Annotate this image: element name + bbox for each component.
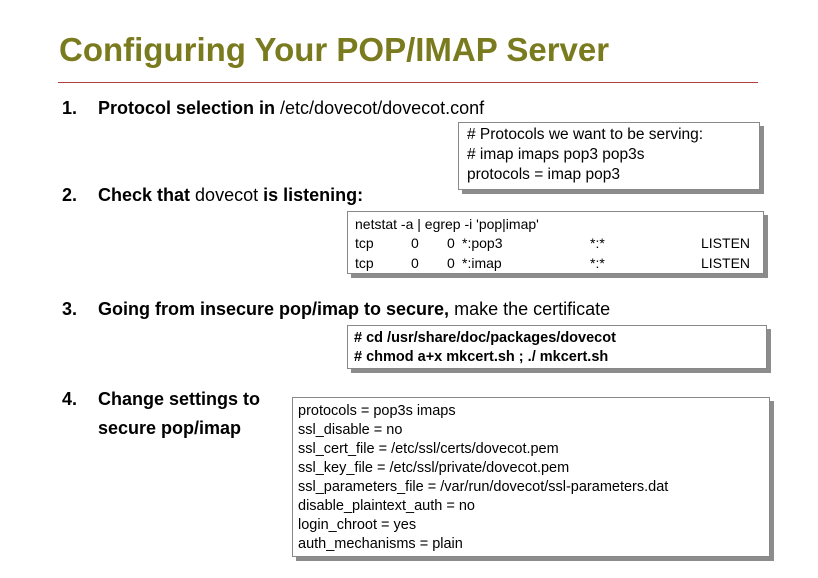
config-line: login_chroot = yes [298,517,417,533]
state-cell: LISTEN [701,255,751,271]
local-cell: *:pop3 [462,235,503,251]
code-line: # cd /usr/share/doc/packages/dovecot [354,330,616,346]
code-line: # imap imaps pop3 pop3s [467,146,645,163]
step-2-service: dovecot [195,185,259,205]
step-4-line-2: secure pop/imap [98,418,242,438]
protocols-config-box [458,122,760,190]
step-2-bold-text-2: is listening: [263,185,364,205]
config-line: auth_mechanisms = plain [298,536,463,552]
code-line: # Protocols we want to be serving: [467,126,704,143]
proto-cell: tcp [355,255,374,271]
foreign-cell: *:* [590,235,605,251]
netstat-output-box [347,211,764,274]
step-1-path: /etc/dovecot/dovecot.conf [280,98,485,118]
foreign-cell: *:* [590,255,605,271]
step-3-normal-text: make the certificate [454,299,611,319]
netstat-command: netstat -a | egrep -i 'pop|imap' [355,216,539,232]
title-divider [58,82,758,83]
recv-cell: 0 [411,255,419,271]
step-number: 4. [62,389,78,409]
ssl-settings-box [292,397,770,557]
step-number: 1. [62,98,78,118]
page-title: Configuring Your POP/IMAP Server [59,31,610,68]
step-3 [62,298,610,320]
step-1-bold-text: Protocol selection in [98,98,276,118]
step-1 [62,97,484,119]
config-line: ssl_key_file = /etc/ssl/private/dovecot.pem [298,460,570,476]
config-line: protocols = pop3s imaps [298,403,456,419]
state-cell: LISTEN [701,235,751,251]
step-4 [62,385,260,443]
step-2 [62,184,363,206]
code-line: protocols = imap pop3 [467,166,620,183]
send-cell: 0 [447,255,455,271]
table-row [355,234,763,254]
config-line: ssl_cert_file = /etc/ssl/certs/dovecot.pem [298,441,559,457]
step-3-bold-text: Going from insecure pop/imap to secure, [98,299,450,319]
recv-cell: 0 [411,235,419,251]
config-line: disable_plaintext_auth = no [298,498,475,514]
proto-cell: tcp [355,235,374,251]
table-row [355,254,763,274]
local-cell: *:imap [462,255,502,271]
step-4-line-1: Change settings to [98,389,261,409]
config-line: ssl_disable = no [298,422,403,438]
step-2-bold-text: Check that [98,185,191,205]
send-cell: 0 [447,235,455,251]
step-number: 2. [62,185,78,205]
step-number: 3. [62,299,78,319]
code-line: # chmod a+x mkcert.sh ; ./ mkcert.sh [354,349,609,365]
mkcert-command-box [347,325,767,369]
config-line: ssl_parameters_file = /var/run/dovecot/ssl-parameters.dat [298,479,669,495]
